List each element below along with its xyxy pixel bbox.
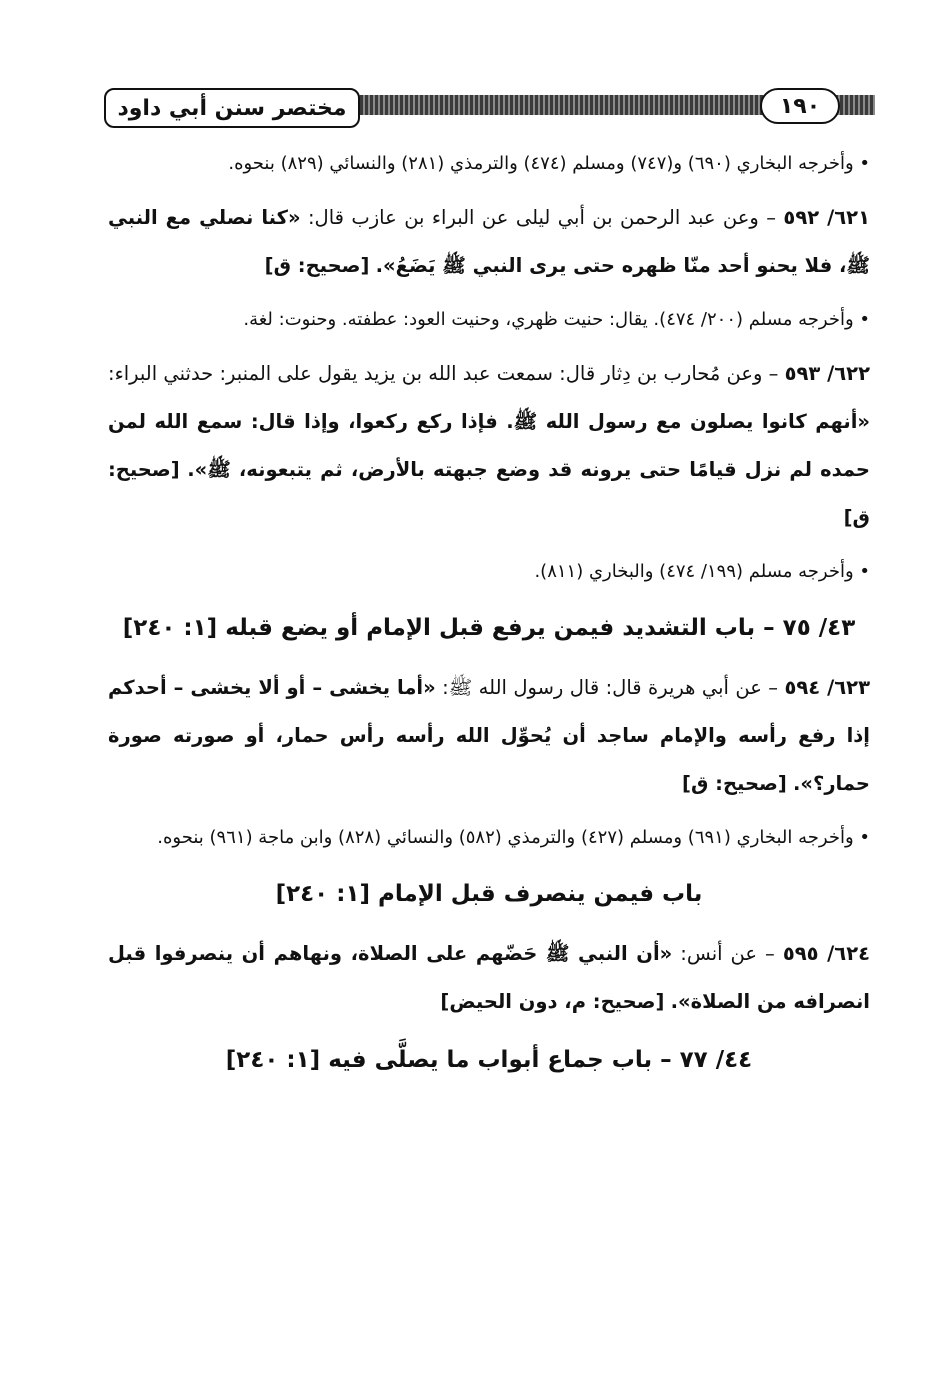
hadith-number: ٦٢٤/ ٥٩٥ [782, 942, 871, 965]
hadith-grade: [صحيح: م، دون الحيض] [440, 990, 665, 1013]
hadith-paragraph [108, 664, 870, 808]
hadith-narration: – عن أنس: [680, 942, 775, 965]
hadith-grade: [صحيح: ق] [682, 772, 787, 795]
hadith-matn: «أنهم كانوا يصلون مع رسول الله ﷺ. فإذا ركع ركعوا، وإذا قال: سمع الله لمن حمده لم نزل قيامًا حتى يرونه قد وضع جبهته بالأرض، ثم يتبعونه، ﷺ». [108, 410, 870, 481]
hadith-narration: – عن أبي هريرة قال: قال رسول الله ﷺ: [442, 676, 779, 699]
takhrij-note: • وأخرجه البخاري (٦٩١) ومسلم (٤٢٧) والترمذي (٥٨٢) والنسائي (٨٢٨) وابن ماجة (٩٦١) بنحوه. [157, 827, 870, 848]
hadith-matn: «كنا نصلي مع النبي ﷺ، فلا يحنو أحد منّا ظهره حتى يرى النبي ﷺ يَضَعُ». [108, 206, 870, 277]
hadith-paragraph [108, 930, 870, 1026]
page-number: ١٩٠ [760, 88, 840, 124]
page-header [100, 88, 875, 138]
hadith-grade: [صحيح: ق] [264, 254, 370, 277]
hadith-narration: – وعن مُحارب بن دِثار قال: سمعت عبد الله بن يزيد يقول على المنبر: حدثني البراء: [108, 362, 779, 385]
hadith-grade: [صحيح: ق] [108, 458, 870, 529]
hadith-matn: «أن النبي ﷺ حَضّهم على الصلاة، ونهاهم أن ينصرفوا قبل انصرافه من الصلاة». [108, 942, 870, 1013]
chapter-heading: باب فيمن ينصرف قبل الإمام [١: ٢٤٠] [275, 881, 703, 907]
page-body [108, 142, 870, 1096]
hadith-number: ٦٢١/ ٥٩٢ [783, 206, 870, 229]
hadith-paragraph [108, 350, 870, 542]
takhrij-note: • وأخرجه مسلم (١٩٩/ ٤٧٤) والبخاري (٨١١). [534, 561, 870, 582]
hadith-paragraph [108, 194, 870, 290]
hadith-matn: «أما يخشى – أو ألا يخشى – أحدكم إذا رفع رأسه والإمام ساجد أن يُحوِّل الله رأسه رأس حمار، أو صورته صورة حمار؟». [108, 676, 870, 795]
chapter-heading: ٤٤/ ٧٧ – باب جماع أبواب ما يصلَّى فيه [١: ٢٤٠] [225, 1047, 753, 1073]
takhrij-note: • وأخرجه مسلم (٢٠٠/ ٤٧٤). يقال: حنيت ظهري، وحنيت العود: عطفته. وحنوت: لغة. [243, 309, 870, 330]
hadith-number: ٦٢٢/ ٥٩٣ [784, 362, 870, 385]
book-title: مختصر سنن أبي داود [104, 88, 360, 128]
chapter-heading: ٤٣/ ٧٥ – باب التشديد فيمن يرفع قبل الإمام أو يضع قبله [١: ٢٤٠] [122, 615, 856, 641]
takhrij-note: • وأخرجه البخاري (٦٩٠) و(٧٤٧) ومسلم (٤٧٤) والترمذي (٢٨١) والنسائي (٨٢٩) بنحوه. [228, 153, 870, 174]
hadith-narration: – وعن عبد الرحمن بن أبي ليلى عن البراء بن عازب قال: [307, 206, 776, 229]
hadith-number: ٦٢٣/ ٥٩٤ [784, 676, 870, 699]
